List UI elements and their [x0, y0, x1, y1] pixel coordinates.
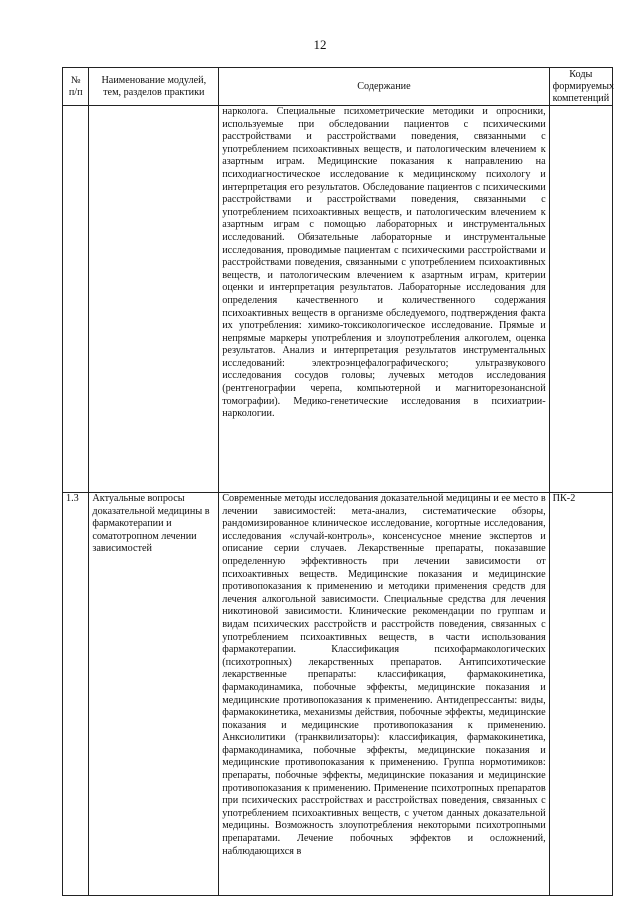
row-codes: ПК-2 [549, 493, 612, 896]
header-number: № п/п [63, 68, 89, 106]
table-row [63, 106, 613, 493]
table-row [63, 493, 613, 896]
row-name: Актуальные вопросы доказательной медицины в фармакотерапии и соматотропном лечении зависимостей [89, 493, 219, 896]
row-number [63, 106, 89, 493]
row-content: нарколога. Специальные психометрические методики и опросники, используемые при обследовании пациентов с психическими расстройствами и расстройствами поведения, связанными с употреблением психоактивных веществ, и патологическим влечением к азартным играм. Медицинские показания к направлению на психодиагностическое исследование к медицинскому психологу и интерпретация его результатов. Обследование пациентов с психическими расстройствами и расстройствами поведения, связанными с употреблением психоактивных веществ, и патологическим влечением к азартным играм с помощью лабораторных и инструментальных исследований. Обязательные лабораторные и инструментальные исследования, проводимые пациентам с психическими расстройствами и расстройствами поведения, связанными с употреблением психоактивных веществ, и патологическим влечением к азартным играм, критерии оценки и интерпретация результатов. Лабораторные исследования для определения качественного и количественного содержания психоактивных веществ в организме обследуемого, подтверждения факта их употребления: химико-токсикологическое исследование. Прямые и непрямые маркеры употребления и злоупотребления алкоголем, оценка результатов. Анализ и интерпретация результатов инструментальных исследований: электроэнцефалографического; ультразвукового исследования сосудов головы; лучевых методов исследования (рентгенографии черепа, компьютерной и магниторезонансной томографии). Медико-генетические исследования в психиатрии-наркологии. [219, 106, 549, 493]
page-number: 12 [313, 37, 327, 52]
row-number: 1.3 [63, 493, 89, 896]
table-header-row [63, 68, 613, 106]
row-content: Современные методы исследования доказательной медицины и ее место в лечении зависимостей: мета-анализ, систематические обзоры, рандомизированное клиническое исследование, когортные исследования, исследования «случай-контроль», консенсусное мнение экспертов и описание серии случаев. Лекарственные препараты, показавшие определенную эффективность при лечении зависимости от психоактивных веществ. Медицинские показания и медицинские противопоказания к применению и методики применения средств для лечения алкогольной зависимости. Специальные средства для лечения никотиновой зависимости. Клинические рекомендации по группам и видам психических расстройств и расстройств поведения, связанных с употреблением психоактивных веществ, в части использования фармакотерапии. Классификация психофармакологических (психотропных) лекарственных препаратов. Антипсихотические лекарственные препараты: классификация, фармакокинетика, фармакодинамика, побочные эффекты, медицинские показания и медицинские противопоказания к применению. Антидепрессанты: виды, фармакокинетика, механизмы действия, побочные эффекты, медицинские показания и медицинские противопоказания к применению. Анксиолитики (транквилизаторы): классификация, фармакокинетика, фармакодинамика, побочные эффекты, медицинские показания и медицинские противопоказания к применению. Группа нормотимиков: препараты, побочные эффекты, медицинские показания и медицинские противопоказания к применению. Применение психотропных препаратов при психических расстройствах и расстройствах поведения, связанных с употреблением психоактивных веществ, с учетом данных доказательной медицины. Возможность злоупотребления некоторыми психотропными препаратами. Лечение побочных эффектов и осложнений, наблюдающихся в [219, 493, 549, 896]
header-content: Содержание [219, 68, 549, 106]
row-name [89, 106, 219, 493]
header-name: Наименование модулей, тем, разделов практики [89, 68, 219, 106]
header-codes: Коды формируемых компетенций [549, 68, 612, 106]
curriculum-table [62, 67, 613, 896]
row-codes [549, 106, 612, 493]
